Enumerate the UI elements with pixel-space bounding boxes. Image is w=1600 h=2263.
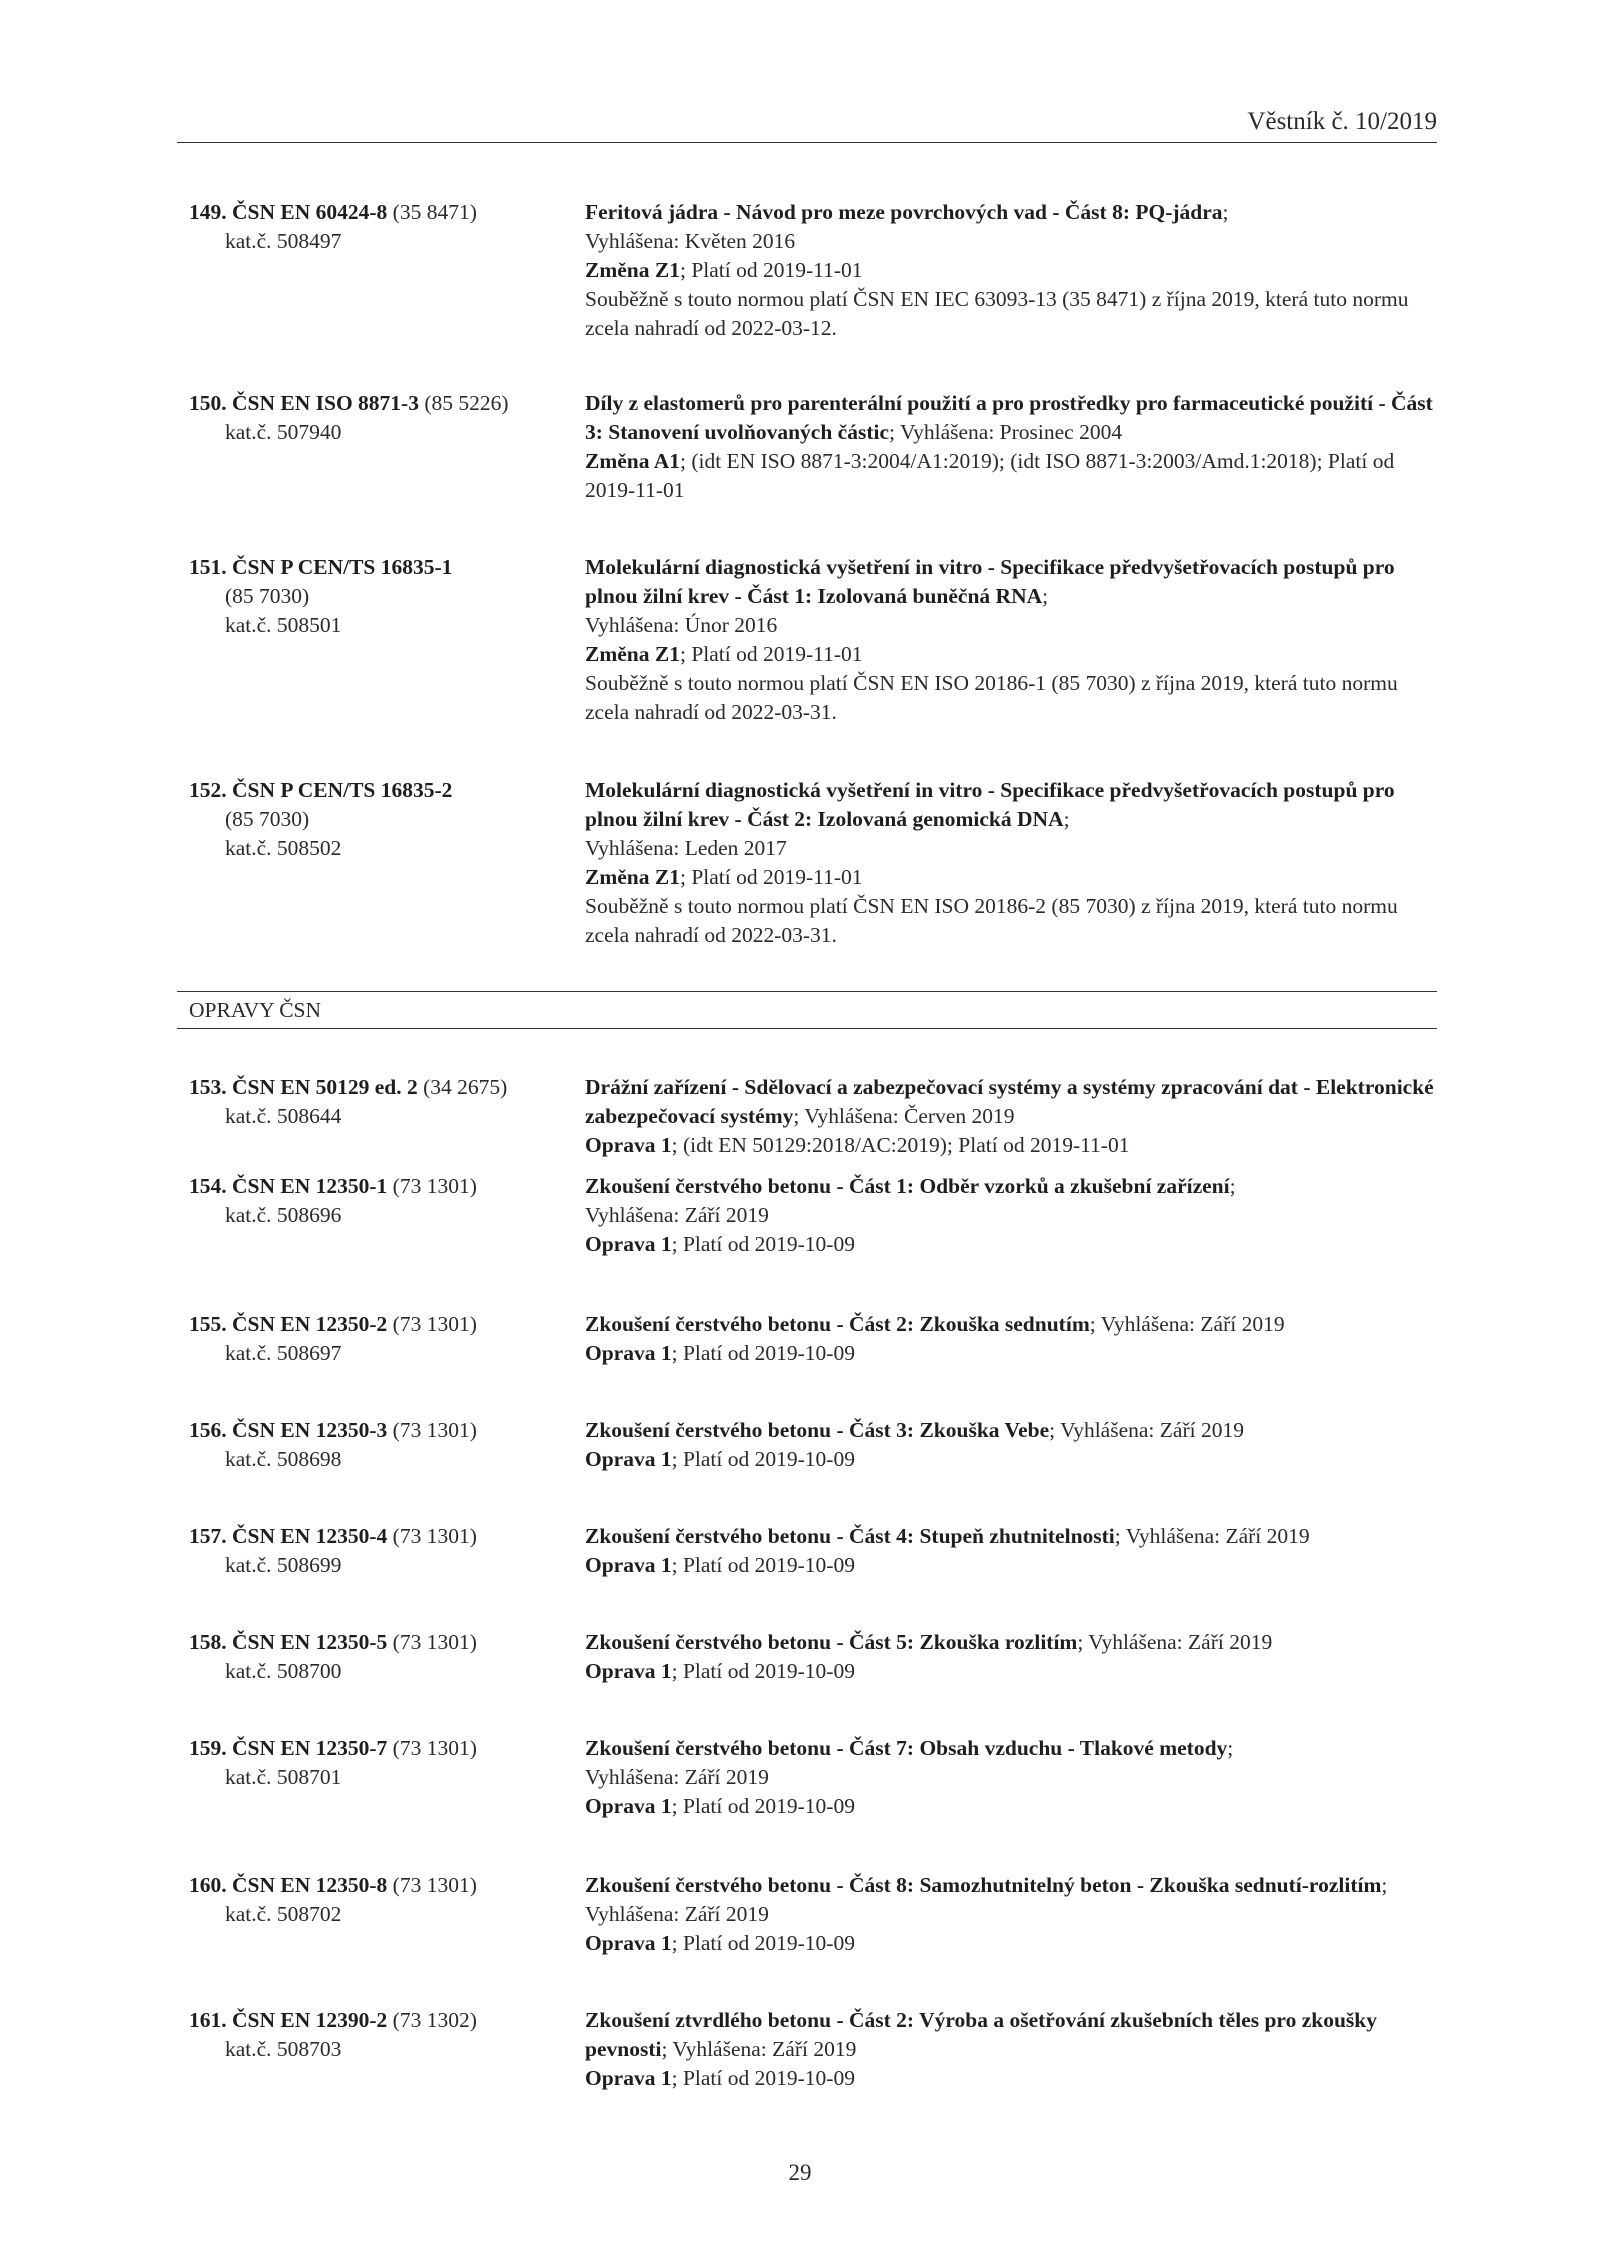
title-text: Zkoušení čerstvého betonu - Část 1: Odběr vzorků a zkušební zařízení [585,1174,1230,1198]
change-line [585,863,1440,892]
classification-code: (85 5226) [424,391,509,415]
entry-details [585,1734,1440,1821]
catalog-number: kat.č. 508644 [225,1104,342,1128]
entry-details [585,1172,1440,1259]
standard-title [585,776,1440,834]
title-text: Zkoušení čerstvého betonu - Část 5: Zkouška rozlitím [585,1630,1078,1654]
title-text: Feritová jádra - Návod pro meze povrchových vad - Část 8: PQ-jádra [585,200,1223,224]
announcement-line: Vyhlášena: Leden 2017 [585,836,787,860]
title-text: Molekulární diagnostická vyšetření in vitro - Specifikace předvyšetřovacích postupů pro plnou žilní krev - Část 2: Izolovaná genomická DNA [585,778,1395,831]
standard-number: 151. ČSN P CEN/TS 16835-1 [189,555,453,579]
entry-details [585,1310,1440,1368]
classification-code: (73 1301) [392,1630,477,1654]
standard-title [585,1522,1440,1551]
change-text: ; Platí od 2019-10-09 [671,1232,855,1256]
change-text: ; Platí od 2019-10-09 [671,1931,855,1955]
change-text: ; Platí od 2019-10-09 [671,2066,855,2090]
replacement-note: Souběžně s touto normou platí ČSN EN ISO 20186-1 (85 7030) z října 2019, která tuto normu zcela nahradí od 2022-03-31. [585,671,1398,724]
section-heading [177,991,1437,1029]
standard-title [585,1073,1440,1131]
classification-code: (73 1301) [392,1873,477,1897]
entry-identifier [189,1073,569,1131]
title-suffix: ; Vyhlášena: Září 2019 [1114,1524,1310,1548]
change-label: Oprava 1 [585,1553,672,1577]
catalog-number: kat.č. 508502 [225,836,342,860]
change-text: ; Platí od 2019-11-01 [679,865,863,889]
entry-identifier [189,1628,569,1686]
replacement-note: Souběžně s touto normou platí ČSN EN ISO 20186-2 (85 7030) z října 2019, která tuto normu zcela nahradí od 2022-03-31. [585,894,1398,947]
change-line [585,447,1440,505]
standard-title [585,1310,1440,1339]
standard-number-line [189,1073,569,1102]
standard-title [585,1628,1440,1657]
entry-identifier [189,553,569,640]
title-suffix: ; Vyhlášena: Září 2019 [1077,1630,1273,1654]
change-label: Oprava 1 [585,1232,672,1256]
standard-number-line [189,1871,569,1900]
catalog-number: kat.č. 508699 [225,1553,342,1577]
standard-number-line [189,1416,569,1445]
title-suffix: ; Vyhlášena: Září 2019 [1049,1418,1244,1442]
entry-identifier [189,198,569,256]
standard-number: 160. ČSN EN 12350-8 [189,1873,388,1897]
entry-details [585,1628,1440,1686]
page-header: Věstník č. 10/2019 [177,108,1437,143]
title-suffix: ; [1042,584,1049,608]
entry-identifier [189,1734,569,1792]
standard-title [585,1172,1440,1201]
classification-code: (73 1301) [392,1312,477,1336]
title-text: Zkoušení ztvrdlého betonu - Část 2: Výroba a ošetřování zkušebních těles pro zkoušky pevnosti [585,2008,1377,2061]
entry-identifier [189,2006,569,2064]
title-suffix: ; Vyhlášena: Září 2019 [1089,1312,1285,1336]
change-label: Oprava 1 [585,1931,672,1955]
change-label: Oprava 1 [585,1133,672,1157]
change-label: Změna A1 [585,449,680,473]
title-text: Zkoušení čerstvého betonu - Část 2: Zkouška sednutím [585,1312,1090,1336]
change-line [585,256,1440,285]
classification-code: (73 1301) [392,1418,477,1442]
title-suffix: ; Vyhlášena: Září 2019 [585,1873,1388,1926]
entry-identifier [189,389,569,447]
change-text: ; Platí od 2019-10-09 [671,1553,855,1577]
title-suffix: ; Vyhlášena: Září 2019 [661,2037,857,2061]
classification-code: (85 7030) [225,584,310,608]
entry-identifier [189,776,569,863]
standard-title [585,1871,1440,1929]
catalog-number: kat.č. 508700 [225,1659,342,1683]
entry-details [585,1073,1440,1160]
change-label: Oprava 1 [585,1447,672,1471]
standard-number: 152. ČSN P CEN/TS 16835-2 [189,778,453,802]
entry-identifier [189,1416,569,1474]
classification-code: (73 1301) [392,1174,477,1198]
standard-number: 159. ČSN EN 12350-7 [189,1736,388,1760]
entry-details [585,1871,1440,1958]
change-label: Změna Z1 [585,642,680,666]
standard-number: 157. ČSN EN 12350-4 [189,1524,388,1548]
classification-code: (35 8471) [392,200,477,224]
entry-identifier [189,1172,569,1230]
change-line [585,1339,1440,1368]
catalog-number: kat.č. 508697 [225,1341,342,1365]
change-text: ; Platí od 2019-10-09 [671,1447,855,1471]
change-text: ; Platí od 2019-10-09 [671,1341,855,1365]
catalog-number: kat.č. 508698 [225,1447,342,1471]
catalog-number: kat.č. 508501 [225,613,342,637]
page-number: 29 [788,2160,812,2185]
entry-details [585,1416,1440,1474]
standard-title [585,198,1440,227]
standard-number: 150. ČSN EN ISO 8871-3 [189,391,419,415]
standard-number: 158. ČSN EN 12350-5 [189,1630,388,1654]
change-text: ; Platí od 2019-11-01 [679,258,863,282]
classification-code: (85 7030) [225,807,310,831]
catalog-number: kat.č. 508497 [225,229,342,253]
catalog-number: kat.č. 507940 [225,420,342,444]
announcement-line: Vyhlášena: Září 2019 [585,1765,769,1789]
catalog-number: kat.č. 508701 [225,1765,342,1789]
standard-title [585,1416,1440,1445]
change-line [585,1445,1440,1474]
classification-code: (73 1302) [392,2008,477,2032]
change-line [585,1230,1440,1259]
classification-code: (73 1301) [392,1524,477,1548]
change-label: Oprava 1 [585,1659,672,1683]
standard-title [585,553,1440,611]
entry-details [585,1522,1440,1580]
change-line [585,2064,1440,2093]
change-text: ; Platí od 2019-10-09 [671,1659,855,1683]
section-title: OPRAVY ČSN [189,998,322,1022]
standard-title [585,389,1440,447]
standard-number-line [189,2006,569,2035]
title-suffix: ; Vyhlášena: Červen 2019 [793,1104,1015,1128]
standard-number-line [189,1628,569,1657]
entry-details [585,776,1440,950]
title-suffix: ; [1063,807,1070,831]
change-label: Změna Z1 [585,258,680,282]
title-text: Díly z elastomerů pro parenterální použití a pro prostředky pro farmaceutické použití - Část 3: Stanovení uvolňovaných částic [585,391,1433,444]
title-text: Drážní zařízení - Sdělovací a zabezpečovací systémy a systémy zpracování dat - Elektronické zabezpečovací systémy [585,1075,1434,1128]
change-text: ; Platí od 2019-11-01 [679,642,863,666]
change-line [585,1929,1440,1958]
announcement-line: Vyhlášena: Květen 2016 [585,229,796,253]
change-label: Oprava 1 [585,1794,672,1818]
standard-number: 149. ČSN EN 60424-8 [189,200,388,224]
standard-number-line [189,1522,569,1551]
title-suffix: ; [1222,200,1229,224]
title-text: Zkoušení čerstvého betonu - Část 4: Stupeň zhutnitelnosti [585,1524,1115,1548]
standard-title [585,2006,1440,2064]
change-label: Oprava 1 [585,1341,672,1365]
catalog-number: kat.č. 508703 [225,2037,342,2061]
change-line [585,640,1440,669]
entry-identifier [189,1522,569,1580]
announcement-line: Vyhlášena: Září 2019 [585,1203,769,1227]
title-text: Molekulární diagnostická vyšetření in vitro - Specifikace předvyšetřovacích postupů pro plnou žilní krev - Část 1: Izolovaná buněčná RNA [585,555,1395,608]
change-label: Změna Z1 [585,865,680,889]
change-line [585,1131,1440,1160]
replacement-note: Souběžně s touto normou platí ČSN EN IEC 63093-13 (35 8471) z října 2019, která tuto normu zcela nahradí od 2022-03-12. [585,287,1409,340]
standard-number: 153. ČSN EN 50129 ed. 2 [189,1075,418,1099]
standard-number-line [189,1310,569,1339]
standard-title [585,1734,1440,1763]
standard-number-line [189,553,569,582]
standard-number-line [189,1172,569,1201]
entry-details [585,198,1440,343]
change-label: Oprava 1 [585,2066,672,2090]
title-suffix: ; Vyhlášena: Prosinec 2004 [889,420,1123,444]
catalog-number: kat.č. 508696 [225,1203,342,1227]
change-line [585,1551,1440,1580]
title-text: Zkoušení čerstvého betonu - Část 7: Obsah vzduchu - Tlakové metody [585,1736,1228,1760]
title-text: Zkoušení čerstvého betonu - Část 8: Samozhutnitelný beton - Zkouška sednutí-rozlitím [585,1873,1382,1897]
standard-number-line [189,198,569,227]
standard-number: 156. ČSN EN 12350-3 [189,1418,388,1442]
standard-number-line [189,1734,569,1763]
announcement-line: Vyhlášena: Únor 2016 [585,613,778,637]
entry-identifier [189,1310,569,1368]
standard-number: 155. ČSN EN 12350-2 [189,1312,388,1336]
standard-number-line [189,389,569,418]
standard-number: 154. ČSN EN 12350-1 [189,1174,388,1198]
title-suffix: ; [1227,1736,1234,1760]
classification-code: (34 2675) [423,1075,508,1099]
entry-details [585,553,1440,727]
change-line [585,1657,1440,1686]
standard-number-line [189,776,569,805]
title-text: Zkoušení čerstvého betonu - Část 3: Zkouška Vebe [585,1418,1050,1442]
entry-details [585,2006,1440,2093]
change-text: ; (idt EN ISO 8871-3:2004/A1:2019); (idt ISO 8871-3:2003/Amd.1:2018); Platí od 2019-11-01 [585,449,1395,502]
change-line [585,1792,1440,1821]
catalog-number: kat.č. 508702 [225,1902,342,1926]
standard-number: 161. ČSN EN 12390-2 [189,2008,388,2032]
change-text: ; Platí od 2019-10-09 [671,1794,855,1818]
entry-identifier [189,1871,569,1929]
entry-details [585,389,1440,505]
classification-code: (73 1301) [392,1736,477,1760]
title-suffix: ; [1229,1174,1236,1198]
change-text: ; (idt EN 50129:2018/AC:2019); Platí od 2019-11-01 [671,1133,1130,1157]
